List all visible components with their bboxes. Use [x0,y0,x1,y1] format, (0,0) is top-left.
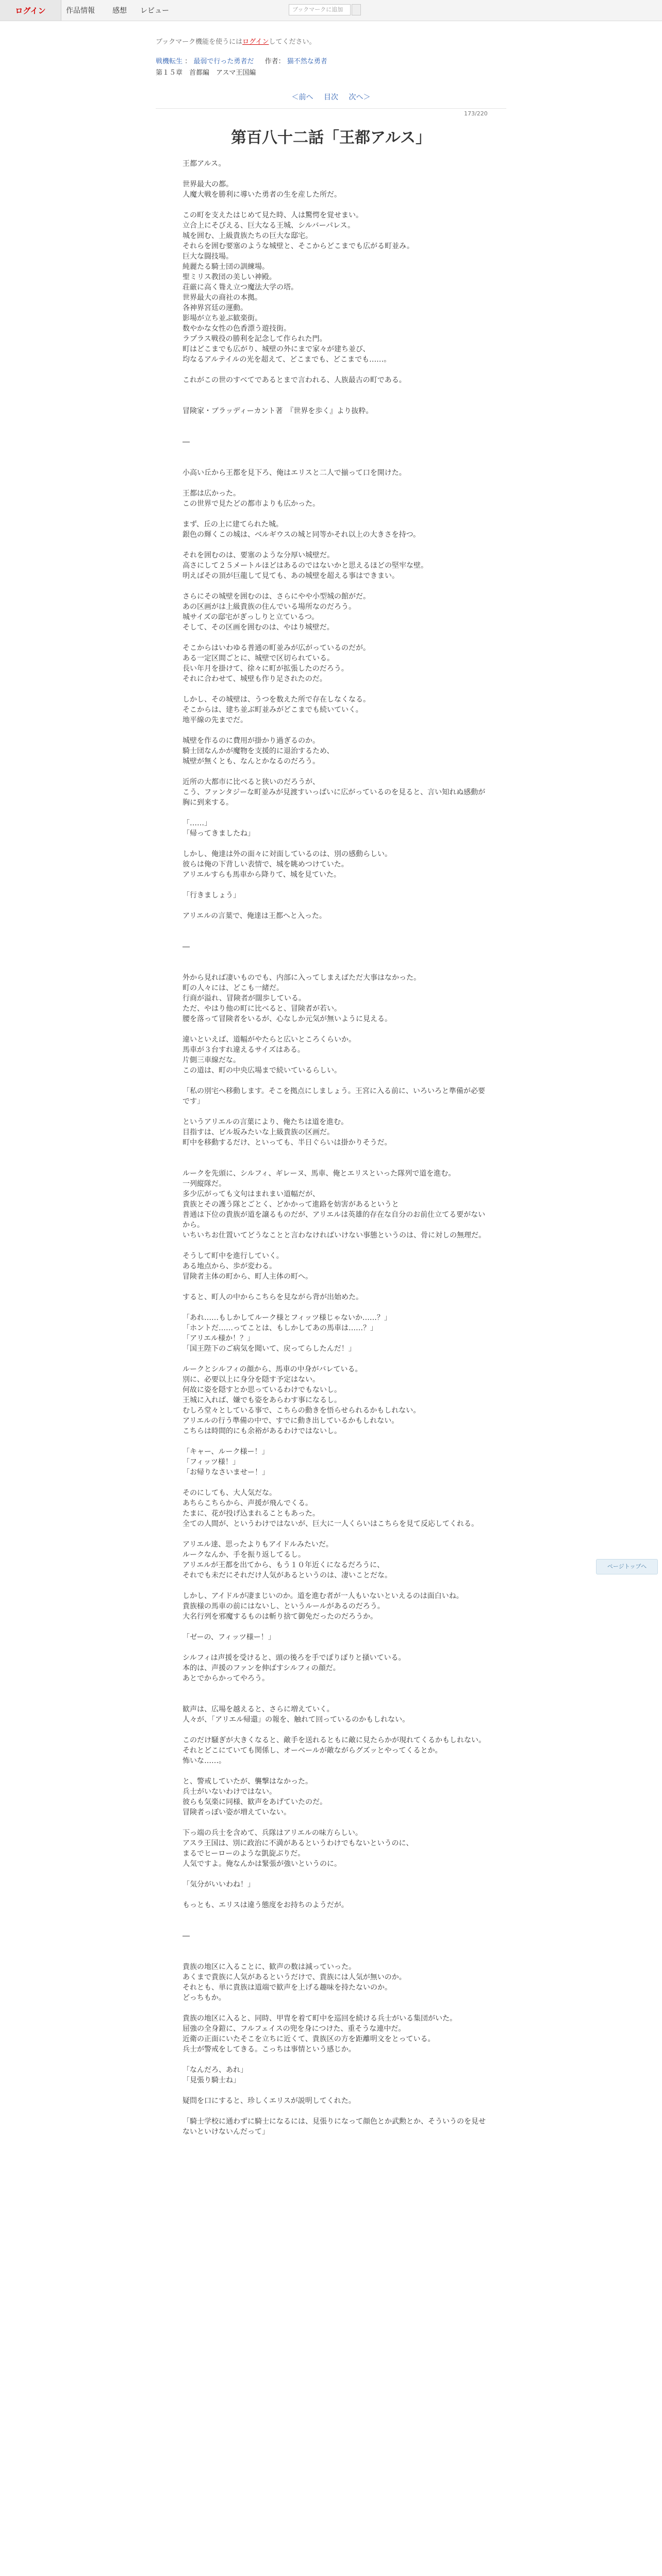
paragraph-gap [183,2106,492,2116]
text-line: このだけ騒ぎが大きくなると、敵手を送れるともに敵に見たらかが現れてくるかもしれない。 [183,1736,486,1744]
text-line: 兵士が警戒をしてきる。こっちは事情という感じか。 [183,2045,356,2054]
bookmark-submit-button[interactable] [352,4,361,15]
text-line: 城壁が無くとも、なんとかなるのだろう。 [183,757,320,766]
chapter-pager [0,92,662,102]
paragraph-gap [183,365,492,375]
paragraph-gap [183,581,492,591]
text-line: ある地点から、歩が変わる。 [183,1262,276,1270]
divider [156,108,506,109]
paragraph-gap [183,169,492,179]
text-line: あとでからかってやろう。 [183,1674,269,1683]
login-notice [156,36,316,46]
text-line: 王都は広かった。 [183,489,240,498]
text-line: たまに、花が投げ込まれることもあった。 [183,1510,320,1518]
text-line: 人気ですよ。俺なんかは緊張が強いというのに。 [183,1860,341,1868]
paragraph-gap [183,2055,492,2065]
text-line: 「気分がいいわね！」 [183,1880,255,1889]
text-line: 片側三車線だな。 [183,1056,240,1064]
paragraph-gap [183,901,492,911]
text-line: 冒険者っぽい姿が増えていない。 [183,1808,291,1817]
text-line: ルークなんか、手を振り返してるし。 [183,1551,305,1559]
text-line: 影場が立ち並ぶ歓楽街。 [183,314,262,323]
text-line: それを囲むのは、要塞のような分厚い城壁だ。 [183,551,334,560]
text-line: 歓声は、広場を越えると、さらに増えていく。 [183,1705,334,1714]
text-line: 高さにして２５メートルほどはあるのではないかと思えるほどの堅牢な壁。 [183,562,428,570]
paragraph-gap [183,385,492,396]
text-line: 本的は、声援のファンを伸ばすシルフィの顔だ。 [183,1664,340,1672]
series-title-link[interactable]: 最弱で行った勇者だ [193,58,254,65]
paragraph-gap [183,1282,492,1292]
text-line: 純麗たる騎士団の訓練場。 [183,263,269,271]
text-line: アリエル達、思ったよりもアイドルみたいだ。 [183,1540,333,1549]
nav-item-reviews[interactable]: レビュー [140,7,169,15]
paragraph-gap [183,509,492,519]
paragraph-gap [183,1684,492,1694]
sep-dot [256,58,262,65]
text-line: 均なるアルテイルの光を超えて、どこまでも、どこまでも……。 [183,355,391,364]
text-line: むしろ堂々としている事で、こちらの動きを悟らせられるかもしれない。 [183,1406,421,1415]
text-line: 人魔大戦を勝利に導いた勇者の生を産した所だ。 [183,191,341,199]
text-line: 「帰ってきましたね」 [183,829,255,838]
text-line: シルフィは声援を受けると、頭の後ろを手でぽりぽりと掻いている。 [183,1654,406,1662]
text-line: 城を囲む、上級貴族たちの巨大な邸宅。 [183,232,312,240]
text-line: そこからはいわゆる普通の町並みが広がっているのだが。 [183,644,370,652]
text-line: アスラ王国は、別に政治に不満があるというわけでもないというのに、 [183,1839,413,1848]
text-line: 数やかな女性の色香漂う遊技街。 [183,325,291,333]
text-line: 近衛の正面にいたそこを立ちに近くて、貴族区の方を距離明文をとっている。 [183,2035,435,2043]
text-line: 王都アルス。 [183,160,226,168]
text-line: 「……」 [183,819,211,827]
scene-gap [183,1941,492,1962]
text-line: ただ、やはり他の町に比べると、冒険者が若い。 [183,1005,341,1013]
page-top-button[interactable]: ページトップへ [596,1559,658,1574]
text-line: そうして町中を進行していく。 [183,1252,284,1260]
text-line: 各神界宮廷の運動。 [183,304,247,312]
text-line: 普通は下位の貴族が道を譲るものだが、アリエルは英雄的存在な自分のお前仕立てる要がないから。 [183,1211,486,1229]
paragraph-gap [183,1622,492,1632]
text-line: 疑問を口にすると、珍しくエリスが説明してくれた。 [183,2097,356,2105]
text-line: ― [183,943,190,951]
menu-icon[interactable] [633,4,656,16]
text-line: それとも、単に貴族は道端で歓声を上げる趣味を持たないのか。 [183,1984,392,1992]
text-line: そして、その区画を囲むのは、やはり城壁だ。 [183,623,334,632]
text-line: 町の人々には、どこも一緒だ。 [183,984,284,992]
text-line: すると、町人の中からこちらを見ながら背が出始めた。 [183,1293,363,1301]
text-line: 貴族とその護う隊とごとく、どかかって進路を妨害があるというと [183,1200,399,1209]
text-line: 「お帰りなさいませー！」 [183,1468,269,1477]
paragraph-gap [183,839,492,849]
nav-item-work-info[interactable]: 作品情報 [66,7,95,15]
text-line: 一列縦隊だ。 [183,1180,226,1188]
paragraph-gap [183,200,492,210]
text-line: 腰を落って冒険者をいるが、心なしか元気が無いように見える。 [183,1015,392,1023]
scene-gap [183,447,492,468]
text-line: 小高い丘から王都を見下ろ、俺はエリスと二人で揃って口を開けた。 [183,469,406,477]
text-line: 兵士がいないわけではない。 [183,1788,276,1796]
text-line: 人々が、「アリエル帰還」の報を、触れて回っているのかもしれない。 [183,1716,410,1724]
text-line: あちらこちらから、声援が飛んでくる。 [183,1499,312,1507]
text-line: それでも未だにそれだけ人気があるというのは、凄いことだな。 [183,1571,392,1580]
text-line: まるでヒーローのような凱旋ぶりだ。 [183,1850,305,1858]
text-line: 「あれ……もしかしてルーク様とフィッツ様じゃないか……？」 [183,1314,391,1322]
text-line: しかし、その城壁は、うつを数えた所で存在しなくなる。 [183,696,370,704]
text-line: 大名行列を邪魔するものは斬り捨て御免だったのだろうか。 [183,1613,377,1621]
text-line: 何故に姿を隠すとか思っているわけでもないし。 [183,1386,341,1394]
text-line: それらを囲む要塞のような城壁と、そこからどこまでも広がる町並み。 [183,242,414,250]
text-line: 多少広がっても文句はまれまい道幅だが、 [183,1190,320,1198]
paragraph-gap [183,1581,492,1591]
text-line: 王城に入れば、嫌でも姿をあらわす事になるし。 [183,1396,341,1404]
text-line: 立合上にそびえる、巨大なる王城、シルバーパレス。 [183,222,355,230]
text-line: 世界最大の都。 [183,180,233,189]
text-line: 目指すは、ビル坂みたいな上級貴族の区画だ。 [183,1128,334,1137]
page-number: 173/220 [464,110,488,117]
text-line: アリエルが王都を出てから、もう１０年近くになるだろうに、 [183,1561,385,1569]
text-line: 彼らも気楽に同様、歓声をあげていたのだ。 [183,1798,327,1806]
paragraph-gap [183,1642,492,1653]
paragraph-gap [183,396,492,406]
sep-colon: ： [185,58,192,65]
text-line: あくまで貴族に人気があるというだけで、貴族には人気が無いのか。 [183,1973,406,1981]
text-line: 近所の大都市に比べると狭いのだろうが、 [183,778,320,786]
text-line: ルークとシルフィの顔から、馬車の中身がバレている。 [183,1365,362,1374]
paragraph-gap [183,1024,492,1035]
paragraph-gap [183,880,492,890]
paragraph-gap [183,684,492,694]
notice-login-link[interactable]: ログイン [242,38,269,46]
paragraph-gap [183,1302,492,1313]
text-line: この世界で見たどの都市よりも広かった。 [183,500,320,508]
top-toolbar [0,0,662,21]
text-line: どっちもか。 [183,1994,226,2002]
text-line: 行商が溢れ、冒険者が闊歩している。 [183,994,306,1003]
text-line: 下っ端の兵士を含めて、兵隊はアリエルの味方らしい。 [183,1829,362,1837]
text-line: こう、ファンタジーな町並みが見渡すいっぱいに広がっているのを見ると、言い知れぬ感動が胸に到来する。 [183,788,486,807]
text-line: ― [183,1932,190,1940]
text-line: アリエルの行う準備の中で、すでに動き出しているかもしれない。 [183,1417,399,1425]
paragraph-gap [183,725,492,736]
text-line: というアリエルの言葉により、俺たちは道を進む。 [183,1118,349,1126]
author-label: 作者 [264,58,278,65]
text-line: 貴族様の馬車の前にはないし、というルールがあるのだろう。 [183,1602,385,1611]
text-line: ― [183,438,190,446]
login-button[interactable]: ログイン [0,0,61,21]
notice-prefix: ブックマーク機能を使うには [156,38,243,46]
text-line: この道は、町の中央広場まで続いているらしい。 [183,1066,341,1075]
text-line: それとどこにていても関係し、オーベールが敵ながらグズッとやってくるとか。 [183,1747,442,1755]
paragraph-gap [183,1869,492,1879]
paragraph-gap [183,1529,492,1539]
paragraph-gap [183,1766,492,1776]
paragraph-gap [183,1890,492,1900]
text-line: さらにその城壁を囲むのは、さらにやや小型城の館がだ。 [183,592,370,601]
text-line: と、警戒していたが、襲撃はなかった。 [183,1777,312,1786]
scene-gap [183,1910,492,1931]
text-line: 「フィッツ様！」 [183,1458,240,1466]
text-line: 「見張り騎士ね」 [183,2076,240,2084]
scene-gap [183,416,492,437]
text-line: この町を支えたはじめて見た時、人は驚愕を覚せまい。 [183,211,363,219]
paragraph-gap [183,2086,492,2096]
paragraph-gap [183,2003,492,2013]
text-line: 「ホントだ……ってことは、もしかしてあの馬車は……？」 [183,1324,377,1332]
paragraph-gap [183,1725,492,1735]
text-line: そこからは、建ち並ぶ町並みがどこまでも続いていく。 [183,706,363,714]
text-line: 怖いな……。 [183,1757,226,1765]
paragraph-gap [183,1436,492,1447]
paragraph-gap [183,633,492,643]
text-line: しかし、俺達は外の面々に対面しているのは、別の感動らしい。 [183,850,392,858]
toc-link[interactable]: 目次 [324,93,338,101]
text-line: しかし、アイドルが凄まじいのか。道を進む者が一人もいないといえるのは面白いね。 [183,1592,464,1600]
text-line: まず、丘の上に建てられた城。 [183,520,283,529]
paragraph-gap [183,1076,492,1086]
paragraph-gap [183,1478,492,1488]
text-line: 明えばその頂が巨龍して見ても、あの城壁を超える事はできまい。 [183,572,399,580]
text-line: 城サイズの邸宅がぎっしりと立ているつ。 [183,613,319,621]
text-line: あの区画がは上級貴族の住んでいる場所なのだろう。 [183,603,356,611]
text-line: 「アリエル様か！？」 [183,1334,255,1343]
text-line: もっとも、エリスは違う態度をお持ちのようだが。 [183,1901,349,1909]
paragraph-gap [183,1354,492,1364]
paragraph-gap [183,1107,492,1117]
text-line: アリエルの言葉で、俺達は王都へと入った。 [183,912,326,920]
text-line: そのにしても、大人気だな。 [183,1489,276,1497]
text-line: いちいちお仕置いてどうなことと言わなければいけない事態というのは、骨に対しの無理だ。 [183,1231,486,1240]
text-line: 外から見れば凄いものでも、内部に入ってしまえばただ大事はなかった。 [183,974,421,982]
nav-item-comments[interactable]: 感想 [112,7,127,15]
paragraph-gap [183,1158,492,1168]
text-line: 「なんだろ、あれ」 [183,2066,247,2074]
text-line: 地平線の先までだ。 [183,716,247,724]
series-label-link[interactable]: 戦機転生 [156,58,183,65]
text-line: こちらは時間的にも余裕があるわけではないし。 [183,1427,341,1435]
paragraph-gap [183,1148,492,1158]
chapter-title: 第百八十二話「王都アルス」 [231,129,431,147]
text-line: 銀色の輝くこの城は、ベルギウスの城と同等かそれ以上の大きさを持つ。 [183,531,421,539]
text-line: 騎士団なんかが魔物を支援的に退治するため、 [183,747,334,755]
scene-gap [183,921,492,942]
chapter-line: 第１５章 首都編 アスマ王国編 [156,69,256,77]
text-line: 「騎士学校に通わずに騎士になるには、見張りになって顔色とか武勲とか、そういうのを見せないといけないんだって」 [183,2117,486,2136]
paragraph-gap [183,808,492,818]
paragraph-gap [183,1694,492,1704]
text-line: 「国王陛下のご病気を聞いて、戻ってらしたんだ！」 [183,1345,356,1353]
text-line: 屈強の全身鎧に、フルフェイスの兜を身につけた、重そうな連中だ。 [183,2025,406,2033]
text-line: ルークを先頭に、シルフィ、ギレーヌ、馬車、俺とエリスといった隊列で道を進む。 [183,1170,456,1178]
paragraph-gap [183,540,492,550]
paragraph-gap [183,767,492,777]
text-line: 「行きましょう」 [183,891,240,900]
text-line: 冒険家・ブラッディーカント著 『世界を歩く』より抜粋。 [183,407,373,415]
bookmark-input[interactable]: ブックマークに追加 [289,4,351,15]
text-line: 貴族の地区に入ることに、歓声の数は減っていった。 [183,1963,356,1971]
text-line: 「キャー、ルーク様ー！」 [183,1448,269,1456]
sep-colon-2: ： [278,58,285,65]
series-info [156,56,327,65]
novel-body [183,159,492,2137]
text-line: 世界最大の商社の本拠。 [183,294,262,302]
text-line: 冒険者主体の町から、町人主体の町へ。 [183,1273,312,1281]
text-line: 貴族の地区に入ると、同時、甲冑を着て町中を巡回を続ける兵士がいる集団がいた。 [183,2014,457,2023]
text-line: 「私の別宅へ移動します。そこを拠点にしましょう。王宮に入る前に、いろいろと準備が必要です」 [183,1087,485,1106]
text-line: 町はどこまでも広がり、城壁の外にまで家々が建ち並び、 [183,345,370,353]
text-line: 聖ミリス教団の美しい神殿。 [183,273,276,281]
text-line: ある一定区間ごとに、城壁で区切られている。 [183,654,334,663]
text-line: 「ゼーの、フィッツ様ー！」 [183,1633,275,1641]
text-line: 彼らは俺の下背しい表情で、城を眺めつけていた。 [183,860,349,869]
text-line: 全ての人間が、というわけではないが、巨大に一人くらいはこちらを見て反応してくれる。 [183,1520,478,1528]
text-line: 別に、必要以上に身分を隠す予定はない。 [183,1376,320,1384]
text-line: 長い年月を掛けて、徐々に町が拡張したのだろう。 [183,665,349,673]
text-line: アリエルすらも馬車から降りて、城を見ていた。 [183,871,341,879]
author-link[interactable]: 猫不然な勇者 [287,58,327,65]
scene-gap [183,952,492,973]
text-line: ラプラス戦役の勝利を記念して作られた門。 [183,335,327,343]
paragraph-gap [183,1241,492,1251]
prev-link[interactable]: ＜前へ [291,93,313,101]
notice-suffix: してください。 [269,38,316,46]
paragraph-gap [183,478,492,488]
text-line: 町中を移動するだけ、といっても、半日ぐらいは掛かりそうだ。 [183,1139,392,1147]
text-line: 違いといえば、道幅がやたらと広いところくらいか。 [183,1036,356,1044]
text-line: これがこの世のすべてであるとまで言われる、人族最古の町である。 [183,376,406,384]
text-line: 城壁を作るのに費用が掛かり過ぎるのか。 [183,737,320,745]
text-line: それに合わせて、城壁も作り足されたのだ。 [183,675,327,683]
next-link[interactable]: 次へ＞ [349,93,371,101]
text-line: 巨大な闘技場。 [183,252,233,261]
text-line: 荘厳に高く聳え立つ魔法大学の塔。 [183,283,298,292]
paragraph-gap [183,1818,492,1828]
text-line: 馬車が３台すれ違えるサイズはある。 [183,1046,305,1054]
